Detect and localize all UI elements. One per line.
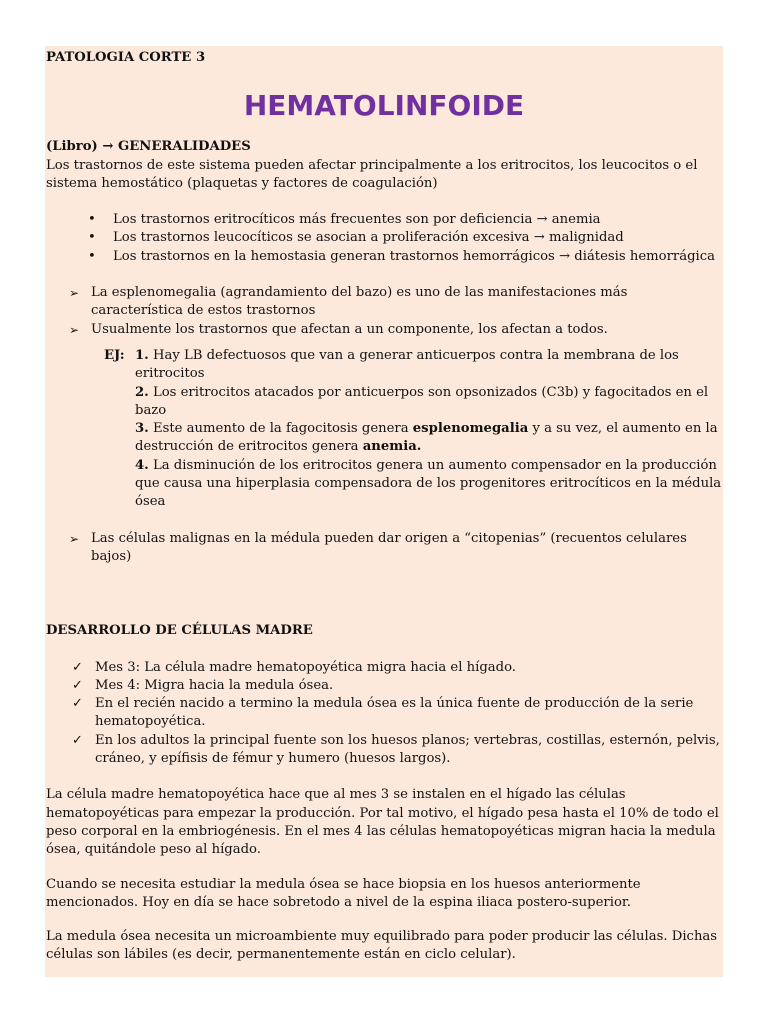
list-item — [46, 530, 722, 567]
bullet-icon: • — [88, 248, 96, 264]
arrowhead-bullet-icon: ➢ — [69, 286, 80, 301]
example-number: 1. — [135, 347, 149, 363]
disorders-list — [46, 211, 722, 266]
bullet-icon: • — [88, 212, 96, 228]
example-text: Los eritrocitos atacados por anticuerpos son opsonizados (C3b) y fagocitados en el bazo — [135, 384, 709, 418]
list-item — [46, 211, 722, 229]
arrow-right-icon: → — [536, 212, 548, 228]
paragraph: Cuando se necesita estudiar la medula ósea se hace biopsia en los huesos anteriormente mencionados. Hoy en día se hace sobretodo a nivel de la espina iliaca postero-superior. — [46, 876, 641, 910]
arrow-right-icon: → — [559, 248, 571, 264]
course-header: PATOLOGIA CORTE 3 — [46, 50, 206, 65]
example-block — [46, 347, 722, 512]
arrowhead-bullet-icon: ➢ — [69, 531, 80, 546]
list-item — [46, 659, 722, 677]
example-number: 3. — [135, 421, 149, 437]
list-item — [46, 677, 722, 695]
checkmark-icon: ✓ — [72, 696, 84, 712]
paragraph: La célula madre hematopoyética hace que al mes 3 se instalen en el hígado las células hematopoyéticas para empezar la producción. Por tal motivo, el hígado pesa hasta el 10% de todo el peso corporal en la embriogénesis. En el mes 4 las células hematopoyéticas migran hacia la medula ósea, quitándole peso al hígado. — [46, 787, 719, 858]
checkmark-icon: ✓ — [72, 732, 84, 748]
intro-text: Los trastornos de este sistema pueden afectar principalmente a los eritrocitos, los leucocitos o el sistema hemostático (plaquetas y factores de coagulación) — [46, 157, 698, 191]
checkmark-icon: ✓ — [72, 677, 84, 693]
disorder-result: diátesis hemorrágica — [570, 248, 715, 264]
check-text: En el recién nacido a termino la medula ósea es la única fuente de producción de la serie hematopoyética. — [95, 696, 694, 730]
section-heading-generalidades — [46, 138, 722, 156]
disorder-text: Los trastornos leucocíticos se asocian a proliferación excesiva — [113, 230, 534, 246]
key-points-list — [46, 284, 722, 339]
example-item — [135, 347, 722, 384]
point-text: Las células malignas en la médula pueden dar origen a “citopenias” (recuentos celulares bajos) — [91, 530, 687, 564]
list-item — [46, 321, 722, 339]
point-text: La esplenomegalia (agrandamiento del bazo) es uno de las manifestaciones más característica de estos trastornos — [91, 285, 628, 319]
arrow-right-icon: → — [102, 139, 114, 155]
paragraph: La medula ósea necesita un microambiente muy equilibrado para poder producir las células. Dichas células son lábiles (es decir, permanentemente están en ciclo celular). — [46, 929, 718, 963]
document-body — [46, 46, 722, 965]
disorder-text: Los trastornos eritrocíticos más frecuentes son por deficiencia — [113, 212, 537, 228]
malignant-point-list — [46, 530, 722, 567]
page-title: HEMATOLINFOIDE — [243, 89, 525, 123]
section-heading-stem-cells: DESARROLLO DE CÉLULAS MADRE — [46, 623, 313, 639]
bullet-icon: • — [88, 230, 96, 246]
checkmark-icon: ✓ — [72, 659, 84, 675]
heading-label: GENERALIDADES — [113, 139, 251, 155]
example-number: 4. — [135, 457, 149, 473]
check-text: Mes 3: La célula madre hematopoyética migra hacia el hígado. — [95, 659, 516, 675]
list-item — [46, 229, 722, 247]
example-bold-term: anemia. — [362, 439, 422, 455]
check-text: En los adultos la principal fuente son los huesos planos; vertebras, costillas, esternón, pelvis, cráneo, y epífisis de fémur y humero (huesos largos). — [95, 732, 720, 767]
stem-cell-checklist — [46, 659, 722, 769]
point-text: Usualmente los trastornos que afectan a un componente, los afectan a todos. — [91, 321, 608, 337]
check-text: Mes 4: Migra hacia la medula ósea. — [95, 677, 334, 693]
disorder-text: Los trastornos en la hemostasia generan trastornos hemorrágicos — [113, 248, 560, 264]
disorder-result: anemia — [547, 212, 601, 228]
disorder-result: malignidad — [544, 230, 624, 246]
heading-prefix: (Libro) — [46, 139, 103, 155]
list-item — [46, 732, 722, 769]
arrow-right-icon: → — [533, 230, 545, 246]
example-text: Hay LB defectuosos que van a generar anticuerpos contra la membrana de los eritrocitos — [135, 347, 679, 382]
list-item — [46, 284, 722, 321]
example-item — [135, 420, 722, 457]
list-item — [46, 695, 722, 732]
example-text: La disminución de los eritrocitos genera un aumento compensador en la producción que causa una hiperplasia compensadora de los progenitores eritrocíticos en la médula ósea — [135, 457, 722, 510]
example-item — [135, 384, 722, 421]
example-bold-term: esplenomegalia — [412, 421, 529, 437]
example-number: 2. — [135, 384, 149, 400]
example-label: EJ: — [104, 347, 125, 363]
arrowhead-bullet-icon: ➢ — [69, 322, 80, 337]
example-text: y a su vez, el aumento en la destrucción de eritrocitos genera — [135, 421, 718, 455]
example-item — [135, 457, 722, 512]
list-item — [46, 248, 722, 266]
example-text: Este aumento de la fagocitosis genera — [148, 421, 413, 437]
